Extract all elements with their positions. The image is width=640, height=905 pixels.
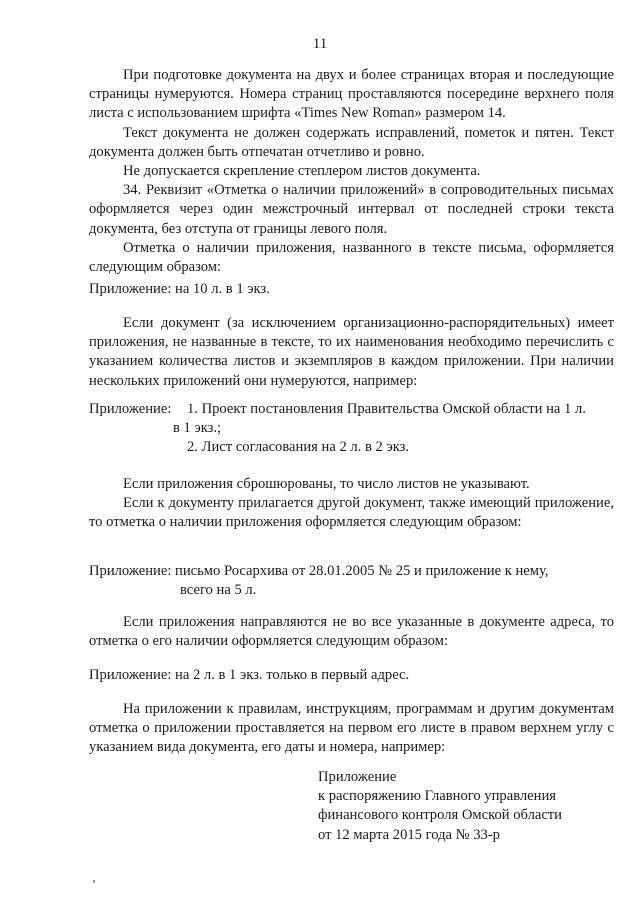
attachment-example-4: Приложение: на 2 л. в 1 экз. только в первый адрес. xyxy=(89,667,410,683)
paragraph: На приложении к правилам, инструкциям, программам и другим документам отметка о приложении проставляется на первом его листе в правом верхнем углу с указанием вида документа, его даты и номера, например: xyxy=(89,701,614,756)
section-bound-attachments xyxy=(89,475,614,533)
section-partial-addresses xyxy=(89,613,614,651)
paragraph: Если документ (за исключением организационно-распорядительных) имеет приложения, не названные в тексте, то их наименования необходимо перечислить с указанием количества листов и экземпляров в каждом приложении. При наличии нескольких приложений они нумеруются, например: xyxy=(89,315,614,389)
paragraph: При подготовке документа на двух и более страницах вторая и последующие страницы нумеруются. Номера страниц проставляются посередине верхнего поля листа с использованием шрифта «Times New Roman» размером 14. xyxy=(89,67,614,122)
attachment-stamp-example xyxy=(318,768,562,845)
section-attachment-mark xyxy=(89,700,614,758)
paragraph: Если к документу прилагается другой документ, также имеющий приложение, то отметка о наличии приложения оформляется следующим образом: xyxy=(89,495,614,531)
scan-speck xyxy=(93,880,95,883)
attachment-example-3-line1: Приложение: письмо Росархива от 28.01.2005 № 25 и приложение к нему, xyxy=(89,563,549,579)
stamp-line: Приложение xyxy=(318,769,397,785)
section-page-formatting xyxy=(89,66,614,277)
paragraph: Текст документа не должен содержать исправлений, пометок и пятен. Текст документа должен быть отпечатан отчетливо и ровно. xyxy=(89,124,614,160)
paragraph: Если приложения направляются не во все указанные в документе адреса, то отметка о его наличии оформляется следующим образом: xyxy=(89,614,614,650)
paragraph: Отметка о наличии приложения, названного в тексте письма, оформляется следующим образом: xyxy=(89,239,614,276)
page-number: 11 xyxy=(312,36,328,52)
paragraph: Если приложения сброшюрованы, то число листов не указывают. xyxy=(123,476,530,492)
attachment-example-3-line2: всего на 5 л. xyxy=(180,582,257,598)
attachment-example-2-item2: 2. Лист согласования на 2 л. в 2 экз. xyxy=(187,439,410,455)
paragraph: 34. Реквизит «Отметка о наличии приложений» в сопроводительных письмах оформляется через один межстрочный интервал от последней строки текста документа, без отступа от границы левого поля. xyxy=(89,182,614,237)
stamp-line: к распоряжению Главного управления xyxy=(318,788,556,805)
section-unnamed-attachments xyxy=(89,314,614,391)
attachment-example-1: Приложение: на 10 л. в 1 экз. xyxy=(89,281,270,297)
attachment-example-2-item1: 1. Проект постановления Правительства Омской области на 1 л. xyxy=(187,401,586,417)
stamp-line: от 12 марта 2015 года № 33-р xyxy=(318,826,500,843)
attachment-example-2-item1-cont: в 1 экз.; xyxy=(173,420,222,436)
stamp-line: финансового контроля Омской области xyxy=(318,807,562,824)
paragraph: Не допускается скрепление степлером листов документа. xyxy=(123,163,481,180)
attachment-example-2-label: Приложение: xyxy=(89,401,172,417)
